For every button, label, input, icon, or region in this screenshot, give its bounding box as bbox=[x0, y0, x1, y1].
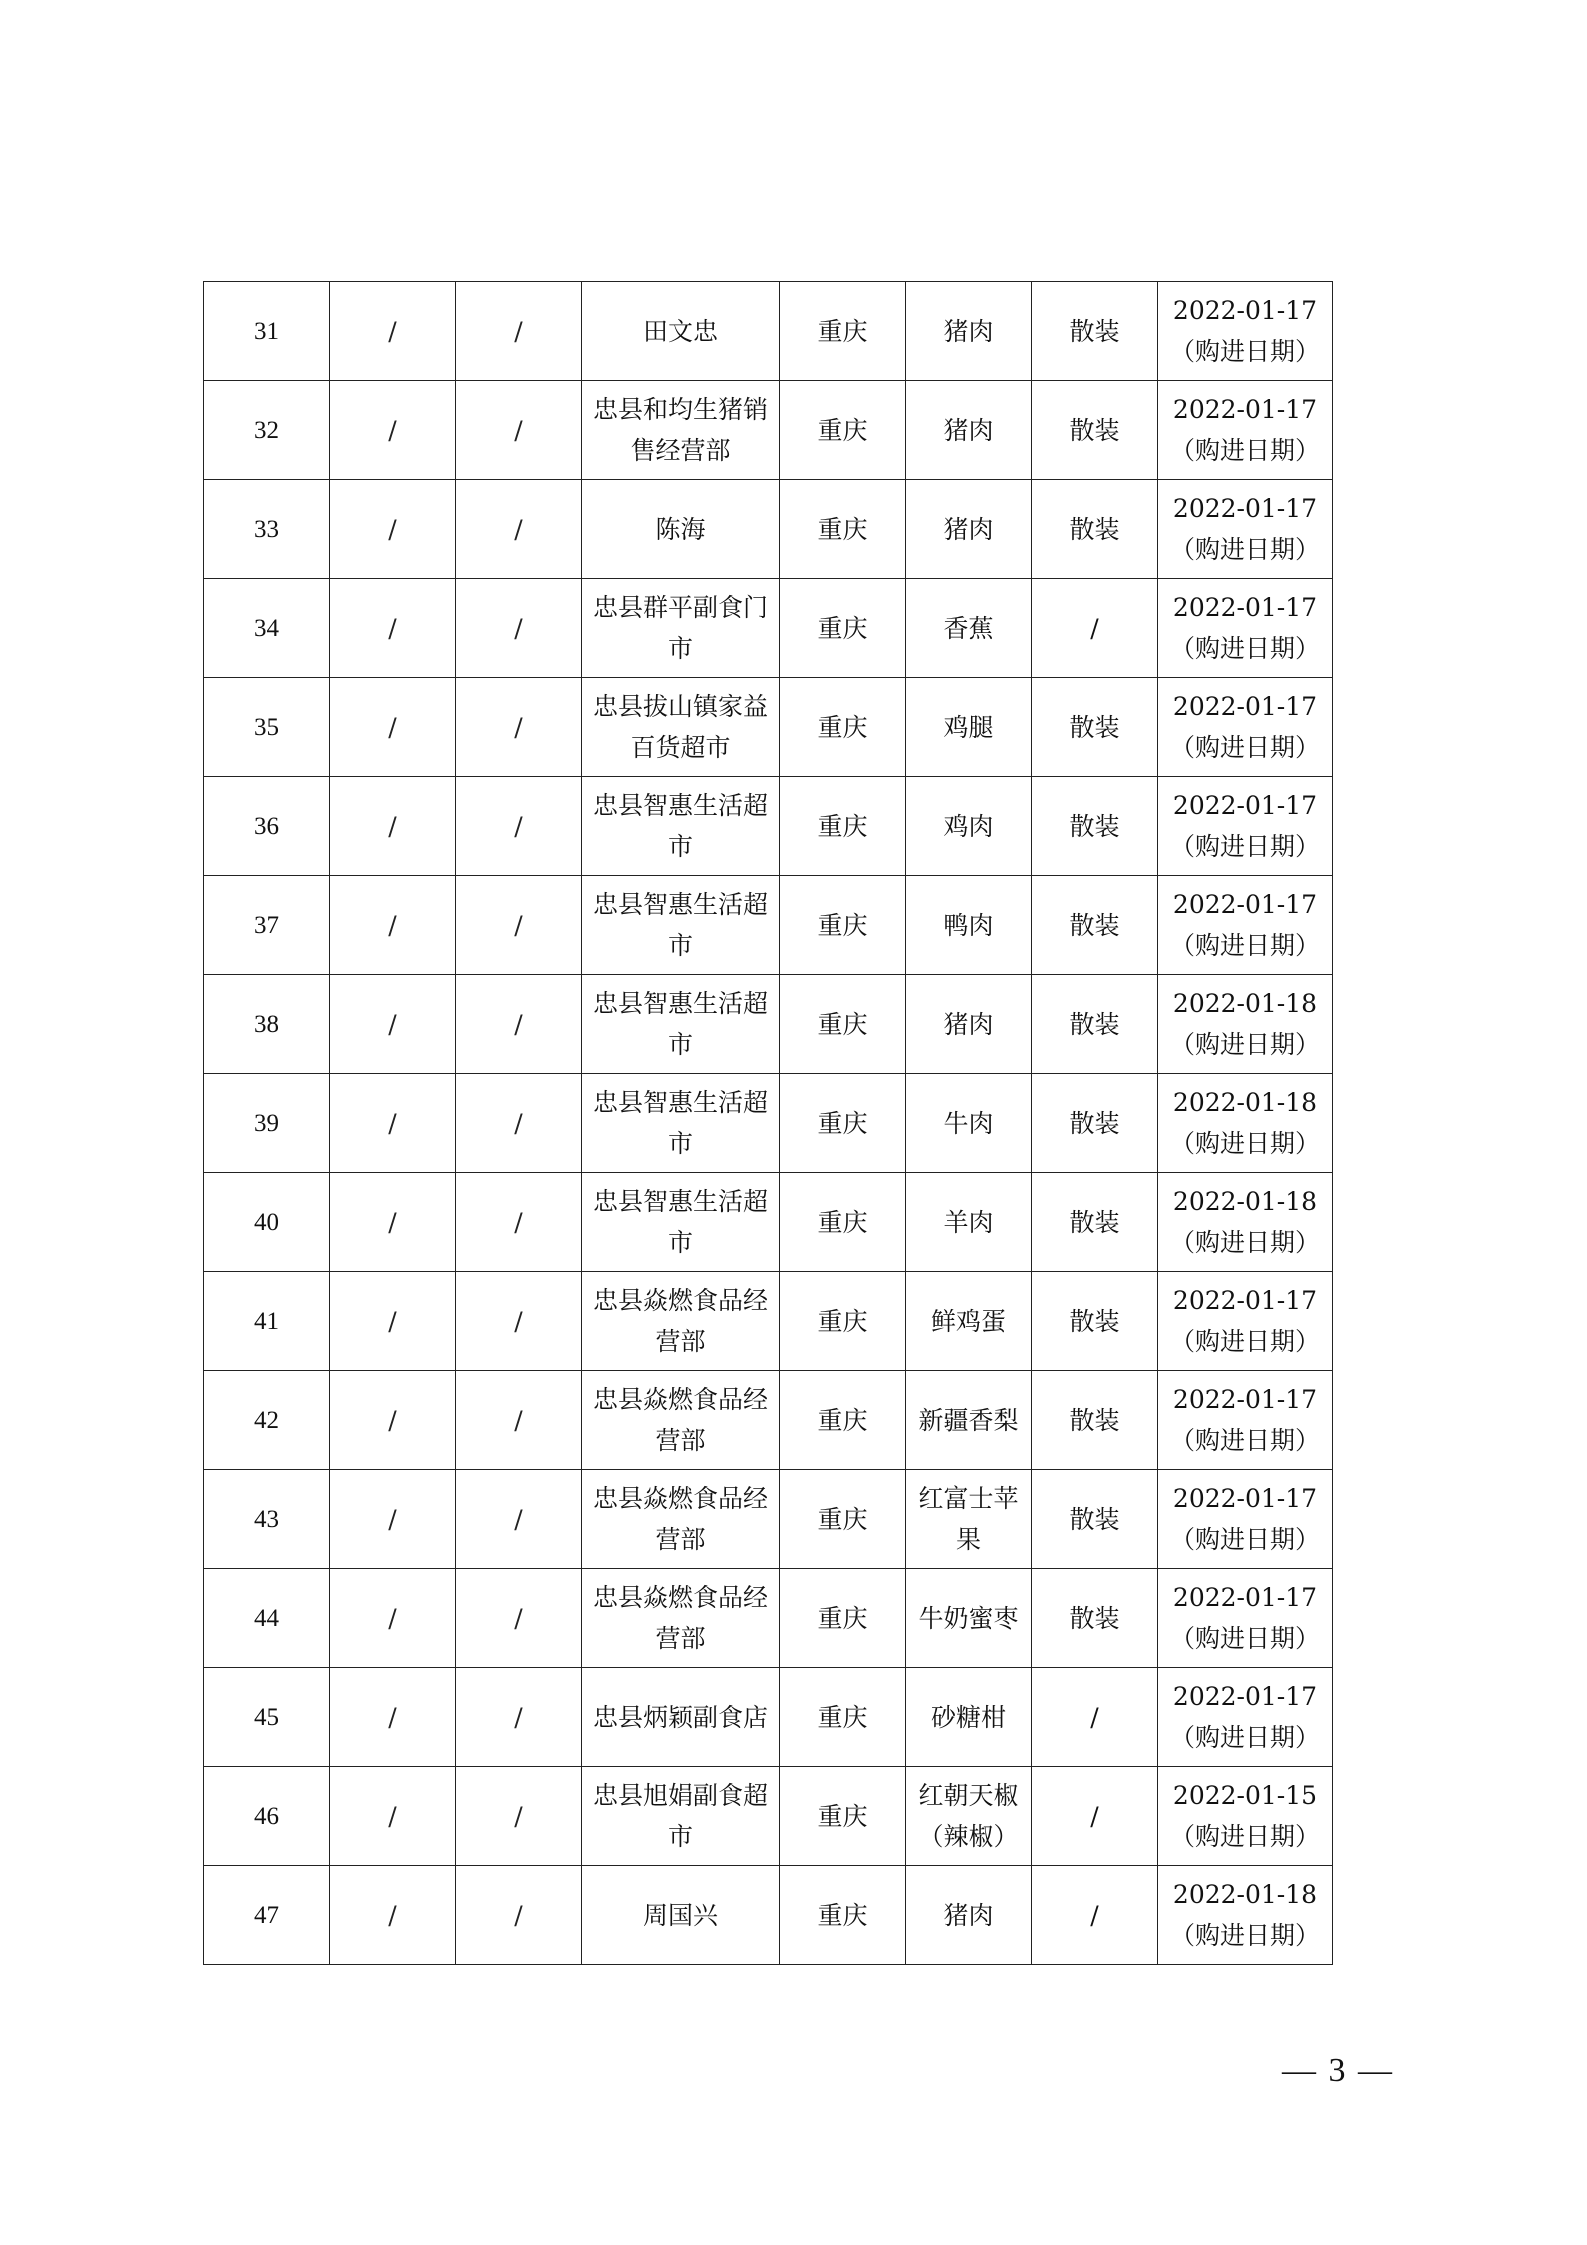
table-row bbox=[204, 282, 1333, 381]
packaging-cell: / bbox=[1032, 1668, 1158, 1767]
region-cell: 重庆 bbox=[780, 1074, 906, 1173]
business-name-cell: 忠县智惠生活超市 bbox=[582, 777, 780, 876]
slash-cell: / bbox=[456, 282, 582, 381]
date-value: 2022-01-18 bbox=[1172, 989, 1318, 1018]
date-note: （购进日期） bbox=[1169, 1228, 1320, 1257]
row-number-cell: 39 bbox=[204, 1074, 330, 1173]
table-row bbox=[204, 480, 1333, 579]
row-number-cell: 42 bbox=[204, 1371, 330, 1470]
business-name-cell: 忠县旭娟副食超市 bbox=[582, 1767, 780, 1866]
product-name-cell: 香蕉 bbox=[906, 579, 1032, 678]
row-number-cell: 32 bbox=[204, 381, 330, 480]
date-cell bbox=[1158, 579, 1333, 678]
row-number-cell: 43 bbox=[204, 1470, 330, 1569]
date-note: （购进日期） bbox=[1169, 1525, 1320, 1554]
product-name-cell: 砂糖柑 bbox=[906, 1668, 1032, 1767]
slash-cell: / bbox=[330, 1272, 456, 1371]
region-cell: 重庆 bbox=[780, 1668, 906, 1767]
product-name-cell: 牛奶蜜枣 bbox=[906, 1569, 1032, 1668]
product-name-cell: 牛肉 bbox=[906, 1074, 1032, 1173]
region-cell: 重庆 bbox=[780, 1371, 906, 1470]
slash-cell: / bbox=[456, 777, 582, 876]
product-name-cell: 鸭肉 bbox=[906, 876, 1032, 975]
date-note: （购进日期） bbox=[1169, 931, 1320, 960]
slash-cell: / bbox=[330, 1767, 456, 1866]
slash-cell: / bbox=[456, 1371, 582, 1470]
date-note: （购进日期） bbox=[1169, 1327, 1320, 1356]
slash-cell: / bbox=[330, 1371, 456, 1470]
date-note: （购进日期） bbox=[1169, 1129, 1320, 1158]
region-cell: 重庆 bbox=[780, 1569, 906, 1668]
slash-cell: / bbox=[456, 975, 582, 1074]
table-row bbox=[204, 579, 1333, 678]
row-number-cell: 37 bbox=[204, 876, 330, 975]
packaging-cell: 散装 bbox=[1032, 678, 1158, 777]
date-note: （购进日期） bbox=[1169, 1624, 1320, 1653]
packaging-cell: 散装 bbox=[1032, 1569, 1158, 1668]
business-name-cell: 陈海 bbox=[582, 480, 780, 579]
slash-cell: / bbox=[330, 1470, 456, 1569]
date-value: 2022-01-17 bbox=[1172, 692, 1318, 721]
date-cell bbox=[1158, 1470, 1333, 1569]
date-value: 2022-01-17 bbox=[1172, 1583, 1318, 1612]
date-value: 2022-01-18 bbox=[1172, 1187, 1318, 1216]
slash-cell: / bbox=[456, 381, 582, 480]
packaging-cell: 散装 bbox=[1032, 282, 1158, 381]
date-cell bbox=[1158, 480, 1333, 579]
product-name-cell: 红朝天椒（辣椒） bbox=[906, 1767, 1032, 1866]
packaging-cell: 散装 bbox=[1032, 1470, 1158, 1569]
business-name-cell: 忠县智惠生活超市 bbox=[582, 975, 780, 1074]
region-cell: 重庆 bbox=[780, 1272, 906, 1371]
date-cell bbox=[1158, 1668, 1333, 1767]
date-cell bbox=[1158, 975, 1333, 1074]
table-row bbox=[204, 678, 1333, 777]
business-name-cell: 忠县焱燃食品经营部 bbox=[582, 1569, 780, 1668]
row-number-cell: 44 bbox=[204, 1569, 330, 1668]
date-note: （购进日期） bbox=[1169, 832, 1320, 861]
slash-cell: / bbox=[330, 975, 456, 1074]
packaging-cell: 散装 bbox=[1032, 975, 1158, 1074]
slash-cell: / bbox=[330, 1173, 456, 1272]
date-cell bbox=[1158, 777, 1333, 876]
packaging-cell: / bbox=[1032, 579, 1158, 678]
date-cell bbox=[1158, 1569, 1333, 1668]
date-value: 2022-01-17 bbox=[1172, 296, 1318, 325]
product-name-cell: 鸡肉 bbox=[906, 777, 1032, 876]
date-note: （购进日期） bbox=[1169, 1723, 1320, 1752]
row-number-cell: 47 bbox=[204, 1866, 330, 1965]
date-value: 2022-01-17 bbox=[1172, 1385, 1318, 1414]
date-value: 2022-01-18 bbox=[1172, 1088, 1318, 1117]
date-value: 2022-01-17 bbox=[1172, 1286, 1318, 1315]
date-cell bbox=[1158, 1767, 1333, 1866]
table-row bbox=[204, 1074, 1333, 1173]
packaging-cell: 散装 bbox=[1032, 1074, 1158, 1173]
business-name-cell: 忠县智惠生活超市 bbox=[582, 1173, 780, 1272]
region-cell: 重庆 bbox=[780, 1470, 906, 1569]
product-name-cell: 猪肉 bbox=[906, 480, 1032, 579]
business-name-cell: 忠县炳颖副食店 bbox=[582, 1668, 780, 1767]
business-name-cell: 忠县智惠生活超市 bbox=[582, 1074, 780, 1173]
region-cell: 重庆 bbox=[780, 282, 906, 381]
region-cell: 重庆 bbox=[780, 1767, 906, 1866]
region-cell: 重庆 bbox=[780, 480, 906, 579]
table-row bbox=[204, 1272, 1333, 1371]
product-name-cell: 羊肉 bbox=[906, 1173, 1032, 1272]
slash-cell: / bbox=[330, 480, 456, 579]
packaging-cell: / bbox=[1032, 1866, 1158, 1965]
date-value: 2022-01-17 bbox=[1172, 395, 1318, 424]
product-name-cell: 红富士苹果 bbox=[906, 1470, 1032, 1569]
table-row bbox=[204, 1767, 1333, 1866]
product-name-cell: 鲜鸡蛋 bbox=[906, 1272, 1032, 1371]
date-note: （购进日期） bbox=[1169, 535, 1320, 564]
slash-cell: / bbox=[456, 1074, 582, 1173]
business-name-cell: 忠县焱燃食品经营部 bbox=[582, 1272, 780, 1371]
region-cell: 重庆 bbox=[780, 777, 906, 876]
date-value: 2022-01-18 bbox=[1172, 1880, 1318, 1909]
date-value: 2022-01-17 bbox=[1172, 593, 1318, 622]
table-row bbox=[204, 1173, 1333, 1272]
product-name-cell: 猪肉 bbox=[906, 381, 1032, 480]
business-name-cell: 忠县拔山镇家益百货超市 bbox=[582, 678, 780, 777]
business-name-cell: 忠县焱燃食品经营部 bbox=[582, 1470, 780, 1569]
table-row bbox=[204, 1569, 1333, 1668]
slash-cell: / bbox=[330, 381, 456, 480]
slash-cell: / bbox=[330, 579, 456, 678]
date-note: （购进日期） bbox=[1169, 337, 1320, 366]
slash-cell: / bbox=[330, 1668, 456, 1767]
table-row bbox=[204, 975, 1333, 1074]
row-number-cell: 34 bbox=[204, 579, 330, 678]
slash-cell: / bbox=[330, 876, 456, 975]
row-number-cell: 45 bbox=[204, 1668, 330, 1767]
packaging-cell: 散装 bbox=[1032, 1371, 1158, 1470]
date-note: （购进日期） bbox=[1169, 1921, 1320, 1950]
row-number-cell: 41 bbox=[204, 1272, 330, 1371]
region-cell: 重庆 bbox=[780, 1173, 906, 1272]
slash-cell: / bbox=[456, 579, 582, 678]
product-name-cell: 猪肉 bbox=[906, 1866, 1032, 1965]
date-note: （购进日期） bbox=[1169, 634, 1320, 663]
date-cell bbox=[1158, 876, 1333, 975]
product-name-cell: 猪肉 bbox=[906, 975, 1032, 1074]
page-number: — 3 — bbox=[1282, 2052, 1394, 2089]
date-note: （购进日期） bbox=[1169, 733, 1320, 762]
business-name-cell: 忠县和均生猪销售经营部 bbox=[582, 381, 780, 480]
date-note: （购进日期） bbox=[1169, 1822, 1320, 1851]
table-row bbox=[204, 1866, 1333, 1965]
row-number-cell: 46 bbox=[204, 1767, 330, 1866]
packaging-cell: / bbox=[1032, 1767, 1158, 1866]
table-row bbox=[204, 1470, 1333, 1569]
table-row bbox=[204, 381, 1333, 480]
packaging-cell: 散装 bbox=[1032, 876, 1158, 975]
slash-cell: / bbox=[456, 876, 582, 975]
row-number-cell: 31 bbox=[204, 282, 330, 381]
slash-cell: / bbox=[456, 1470, 582, 1569]
table-row bbox=[204, 777, 1333, 876]
slash-cell: / bbox=[456, 1668, 582, 1767]
date-cell bbox=[1158, 381, 1333, 480]
row-number-cell: 36 bbox=[204, 777, 330, 876]
slash-cell: / bbox=[456, 1866, 582, 1965]
business-name-cell: 忠县焱燃食品经营部 bbox=[582, 1371, 780, 1470]
region-cell: 重庆 bbox=[780, 975, 906, 1074]
slash-cell: / bbox=[330, 777, 456, 876]
table-row bbox=[204, 1668, 1333, 1767]
region-cell: 重庆 bbox=[780, 678, 906, 777]
slash-cell: / bbox=[456, 678, 582, 777]
date-value: 2022-01-15 bbox=[1172, 1781, 1318, 1810]
date-note: （购进日期） bbox=[1169, 1030, 1320, 1059]
date-note: （购进日期） bbox=[1169, 1426, 1320, 1455]
business-name-cell: 周国兴 bbox=[582, 1866, 780, 1965]
region-cell: 重庆 bbox=[780, 876, 906, 975]
business-name-cell: 忠县群平副食门市 bbox=[582, 579, 780, 678]
region-cell: 重庆 bbox=[780, 381, 906, 480]
packaging-cell: 散装 bbox=[1032, 1272, 1158, 1371]
slash-cell: / bbox=[456, 1173, 582, 1272]
table-row bbox=[204, 876, 1333, 975]
business-name-cell: 田文忠 bbox=[582, 282, 780, 381]
slash-cell: / bbox=[330, 282, 456, 381]
table-row bbox=[204, 1371, 1333, 1470]
date-value: 2022-01-17 bbox=[1172, 791, 1318, 820]
date-value: 2022-01-17 bbox=[1172, 1682, 1318, 1711]
slash-cell: / bbox=[330, 678, 456, 777]
date-note: （购进日期） bbox=[1169, 436, 1320, 465]
date-value: 2022-01-17 bbox=[1172, 1484, 1318, 1513]
date-cell bbox=[1158, 1866, 1333, 1965]
date-cell bbox=[1158, 1272, 1333, 1371]
slash-cell: / bbox=[456, 1767, 582, 1866]
slash-cell: / bbox=[330, 1569, 456, 1668]
date-cell bbox=[1158, 282, 1333, 381]
row-number-cell: 38 bbox=[204, 975, 330, 1074]
slash-cell: / bbox=[456, 480, 582, 579]
row-number-cell: 33 bbox=[204, 480, 330, 579]
date-cell bbox=[1158, 678, 1333, 777]
slash-cell: / bbox=[330, 1074, 456, 1173]
date-cell bbox=[1158, 1371, 1333, 1470]
date-cell bbox=[1158, 1074, 1333, 1173]
sampling-results-table bbox=[203, 281, 1333, 1965]
date-value: 2022-01-17 bbox=[1172, 890, 1318, 919]
row-number-cell: 40 bbox=[204, 1173, 330, 1272]
slash-cell: / bbox=[330, 1866, 456, 1965]
product-name-cell: 猪肉 bbox=[906, 282, 1032, 381]
region-cell: 重庆 bbox=[780, 579, 906, 678]
product-name-cell: 新疆香梨 bbox=[906, 1371, 1032, 1470]
business-name-cell: 忠县智惠生活超市 bbox=[582, 876, 780, 975]
product-name-cell: 鸡腿 bbox=[906, 678, 1032, 777]
date-cell bbox=[1158, 1173, 1333, 1272]
packaging-cell: 散装 bbox=[1032, 480, 1158, 579]
table-body bbox=[204, 282, 1333, 1965]
slash-cell: / bbox=[456, 1569, 582, 1668]
slash-cell: / bbox=[456, 1272, 582, 1371]
packaging-cell: 散装 bbox=[1032, 1173, 1158, 1272]
date-value: 2022-01-17 bbox=[1172, 494, 1318, 523]
packaging-cell: 散装 bbox=[1032, 381, 1158, 480]
region-cell: 重庆 bbox=[780, 1866, 906, 1965]
row-number-cell: 35 bbox=[204, 678, 330, 777]
packaging-cell: 散装 bbox=[1032, 777, 1158, 876]
